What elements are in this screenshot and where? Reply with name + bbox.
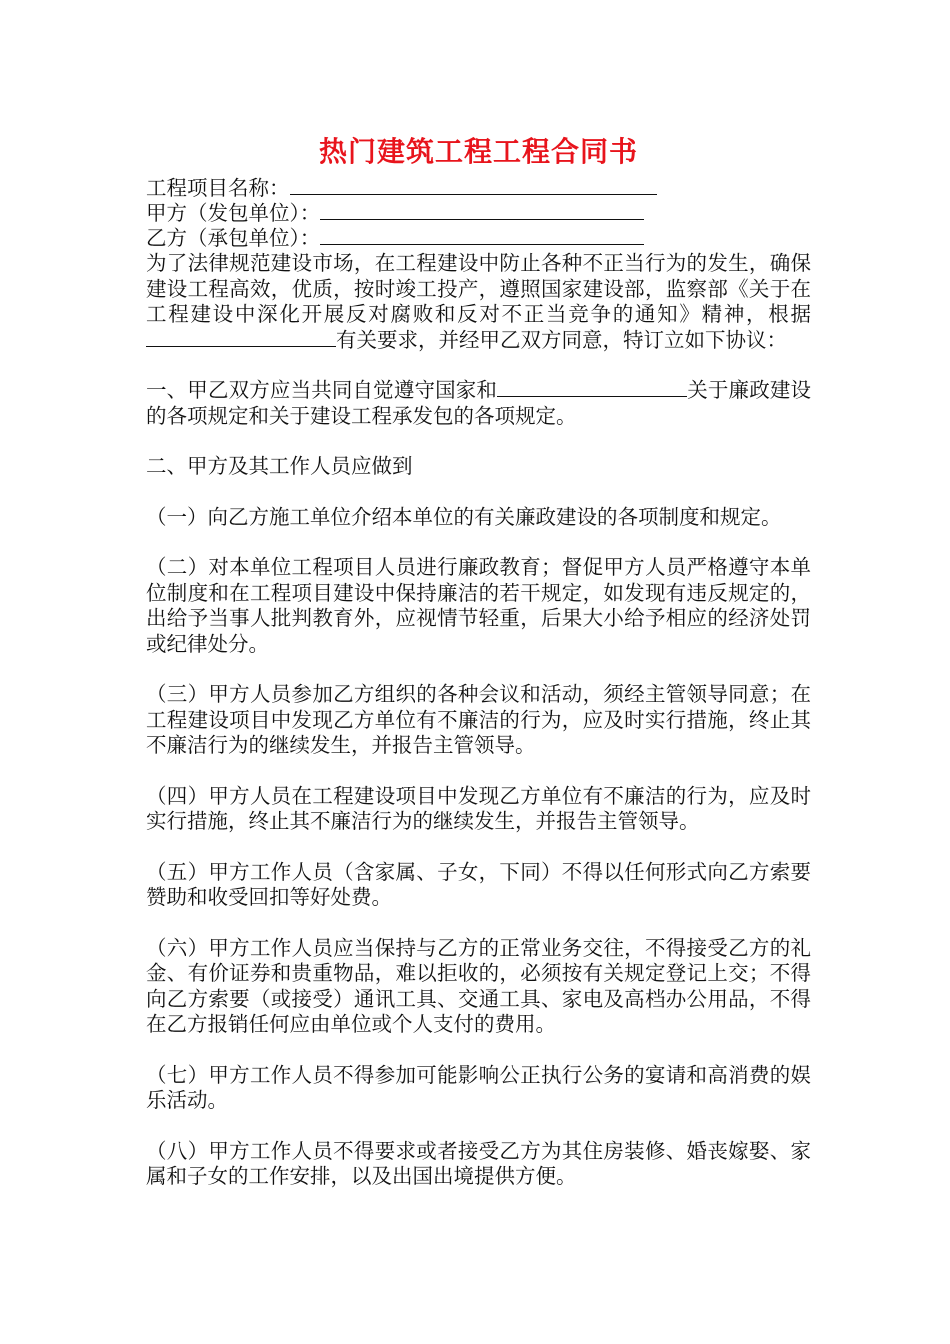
clause-1-blank xyxy=(497,378,687,397)
spacer xyxy=(146,1038,811,1063)
spacer xyxy=(146,835,811,860)
spacer xyxy=(146,911,811,936)
clause-1-part1: 一、甲乙双方应当共同自觉遵守国家和 xyxy=(146,378,498,402)
list-item: （二）对本单位工程项目人员进行廉政教育；督促甲方人员严格遵守本单位制度和在工程项目建设中保持廉洁的若干规定，如发现有违反规定的，出给予当事人批判教育外，应视情节轻重，后果大小给予相应的经济处罚或纪律处分。 xyxy=(146,555,811,656)
project-name-label: 工程项目名称： xyxy=(146,176,290,200)
party-a-label: 甲方（发包单位）： xyxy=(146,201,321,225)
party-b-blank xyxy=(320,226,644,245)
list-item: （一）向乙方施工单位介绍本单位的有关廉政建设的各项制度和规定。 xyxy=(146,504,782,529)
clause-1-part2: 关于廉政建设的各项规定和关于建设工程承发包的各项规定。 xyxy=(146,378,812,428)
party-b-label: 乙方（承包单位）： xyxy=(146,226,321,250)
clause-1-paragraph xyxy=(146,378,811,429)
spacer xyxy=(146,759,811,784)
list-item: （四）甲方人员在工程建设项目中发现乙方单位有不廉洁的行为，应及时实行措施，终止其不廉洁行为的继续发生，并报告主管领导。 xyxy=(146,783,811,833)
party-a-blank xyxy=(320,201,644,220)
intro-text-part2: 有关要求，并经甲乙双方同意，特订立如下协议： xyxy=(336,327,787,352)
intro-blank xyxy=(146,328,336,347)
project-name-blank xyxy=(290,176,657,195)
list-item: （七）甲方工作人员不得参加可能影响公正执行公务的宴请和高消费的娱乐活动。 xyxy=(146,1062,811,1112)
intro-paragraph xyxy=(146,251,811,353)
list-item: （五）甲方工作人员（含家属、子女，下同）不得以任何形式向乙方索要赞助和收受回扣等好处费。 xyxy=(146,859,811,909)
spacer xyxy=(146,1114,811,1139)
spacer xyxy=(146,429,811,454)
spacer xyxy=(146,657,811,682)
clause-2-heading: 二、甲方及其工作人员应做到 xyxy=(146,454,413,478)
list-item: （八）甲方工作人员不得要求或者接受乙方为其住房装修、婚丧嫁娶、家属和子女的工作安排，以及出国出境提供方便。 xyxy=(146,1138,811,1188)
list-item: （三）甲方人员参加乙方组织的各种会议和活动，须经主管领导同意；在工程建设项目中发现乙方单位有不廉洁的行为，应及时实行措施，终止其不廉洁行为的继续发生，并报告主管领导。 xyxy=(146,682,811,757)
spacer xyxy=(146,530,811,555)
list-item: （六）甲方工作人员应当保持与乙方的正常业务交往，不得接受乙方的礼金、有价证券和贵重物品，难以拒收的，必须按有关规定登记上交；不得向乙方索要（或接受）通讯工具、交通工具、家电及高档办公用品，不得在乙方报销任何应由单位或个人支付的费用。 xyxy=(146,935,811,1036)
contract-page xyxy=(146,132,811,1190)
party-b-field xyxy=(146,226,811,251)
spacer xyxy=(146,480,811,505)
spacer xyxy=(146,353,811,378)
intro-text-part1: 为了法律规范建设市场，在工程建设中防止各种不正当行为的发生，确保建设工程高效，优质，按时竣工投产，遵照国家建设部，监察部《关于在工程建设中深化开展反对腐败和反对不正当竞争的通知》精神，根据 xyxy=(146,251,811,326)
project-name-field xyxy=(146,176,811,201)
party-a-field xyxy=(146,201,811,226)
document-title: 热门建筑工程工程合同书 xyxy=(318,135,638,168)
